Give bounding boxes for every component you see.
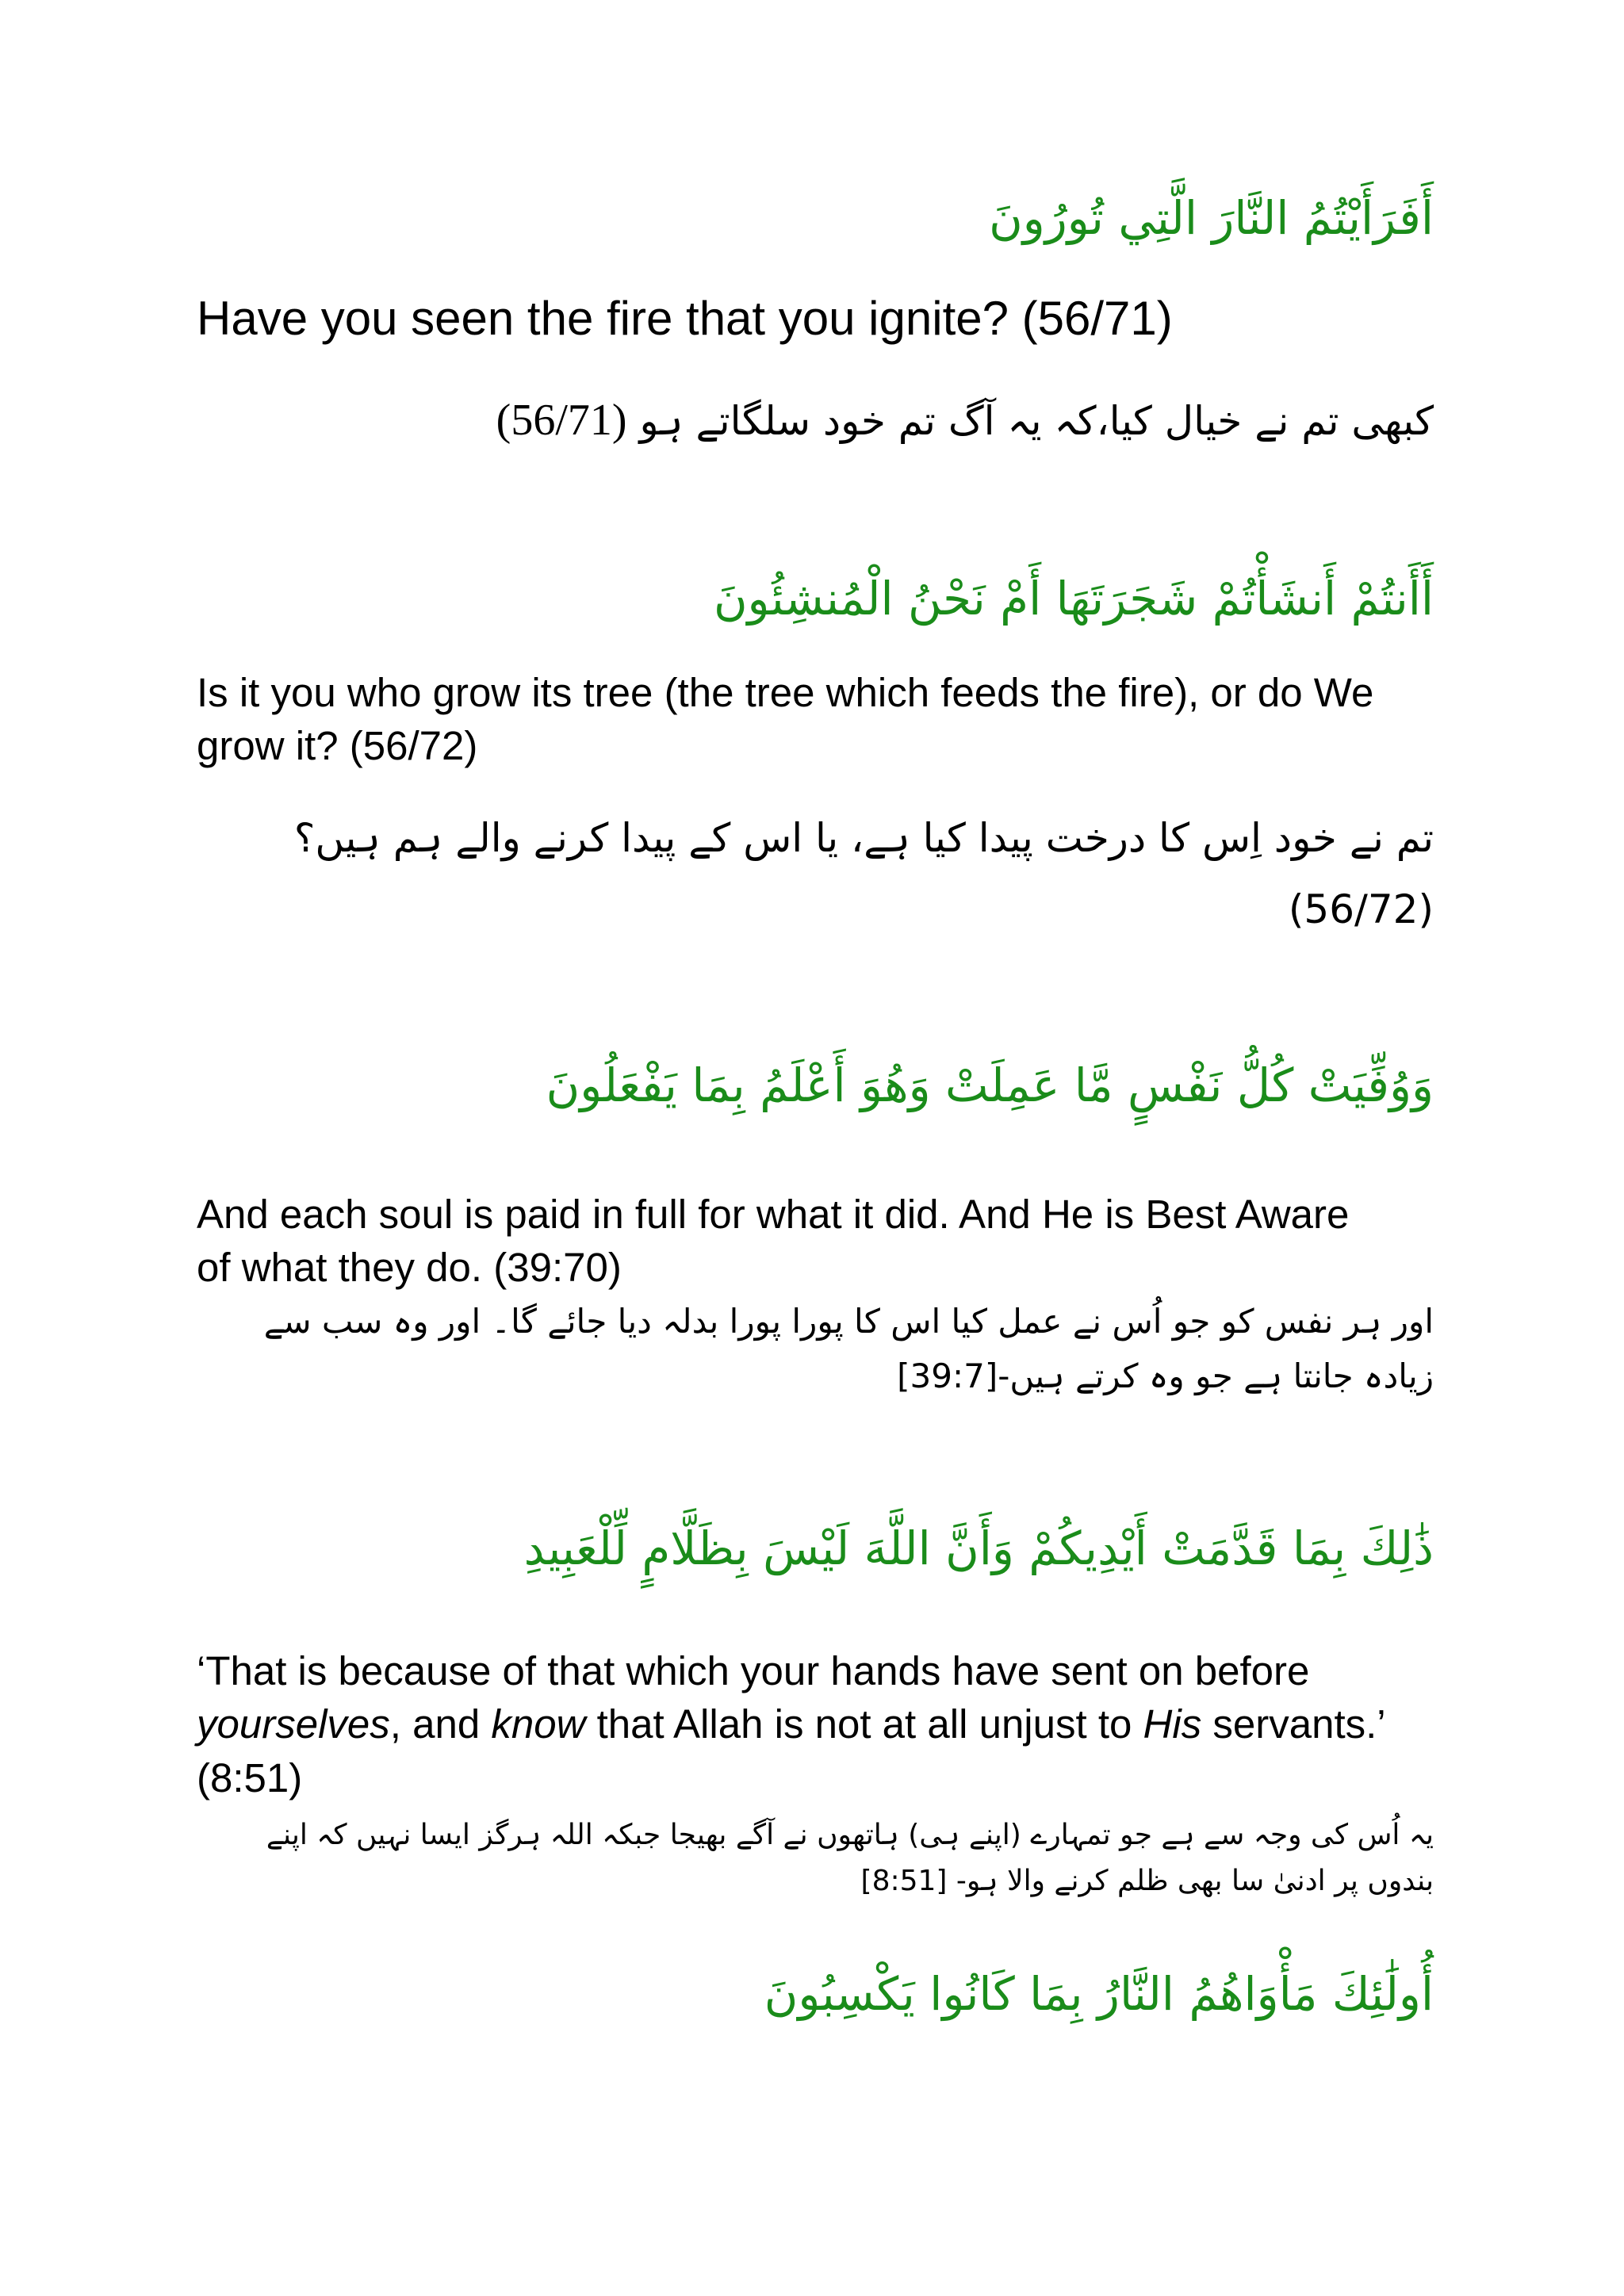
arabic-verse-2: أَأَنتُمْ أَنشَأْتُمْ شَجَرَتَهَا أَمْ نَحْنُ الْمُنشِئُونَ — [713, 572, 1434, 626]
urdu-translation-1 — [197, 381, 1434, 461]
arabic-verse-4: ذَٰلِكَ بِمَا قَدَّمَتْ أَيْدِيكُمْ وَأَنَّ اللَّهَ لَيْسَ بِظَلَّامٍ لِّلْعَبِيدِ — [523, 1521, 1434, 1575]
english-translation-2: Is it you who grow its tree (the tree which feeds the fire), or do We grow it? (56/72) — [197, 670, 1374, 769]
english-translation-4-part-2: , and — [389, 1701, 492, 1747]
arabic-verse-3: وَوُفِّيَتْ كُلُّ نَفْسٍ مَّا عَمِلَتْ وَهُوَ أَعْلَمُ بِمَا يَفْعَلُونَ — [546, 1058, 1434, 1112]
english-translation-4-part-4: servants.’ (8:51) — [197, 1701, 1385, 1800]
arabic-verse-5: أُولَٰئِكَ مَأْوَاهُمُ النَّارُ بِمَا كَانُوا يَكْسِبُونَ — [764, 1967, 1434, 2021]
urdu-translation-3: اور ہر نفس کو جو اُس نے عمل کیا اس کا پورا پورا بدلہ دیا جائے گا۔ اور وہ سب سے زیادہ جانتا ہے جو وہ کرتے ہیں-[39:7] — [263, 1302, 1434, 1396]
urdu-translation-2: تم نے خود اِس کا درخت پیدا کیا ہے، یا اس کے پیدا کرنے والے ہم ہیں؟(56/72) — [293, 815, 1434, 932]
arabic-verse-1: أَفَرَأَيْتُمُ النَّارَ الَّتِي تُورُونَ — [989, 191, 1434, 245]
english-translation-4-italic-1: yourselves — [197, 1701, 390, 1747]
urdu-reference-1: (56/71) — [496, 396, 627, 445]
english-translation-4-part-1: ‘That is because of that which your hands have sent on before — [197, 1648, 1310, 1693]
english-translation-4 — [197, 1644, 1434, 1804]
english-translation-4-part-3: that Allah is not at all unjust to — [585, 1701, 1143, 1747]
english-translation-1: Have you seen the fire that you ignite? (56/71) — [197, 292, 1173, 345]
english-translation-4-italic-2: know — [491, 1701, 586, 1747]
urdu-translation-4: یہ اُس کی وجہ سے ہے جو تمہارے (اپنے ہی) ہاتھوں نے آگے بھیجا جبکہ اللہ ہرگز ایسا نہیں کہ اپنے بندوں پر ادنیٰ سا بھی ظلم کرنے والا ہو- [8:51] — [266, 1819, 1434, 1897]
english-translation-4-italic-3: His — [1143, 1701, 1202, 1747]
english-translation-3: And each soul is paid in full for what it did. And He is Best Aware of what they do. (39:70) — [197, 1192, 1350, 1291]
urdu-text-1: کبھی تم نے خیال کیا،کہ یہ آگ تم خود سلگاتے ہو — [639, 398, 1434, 444]
